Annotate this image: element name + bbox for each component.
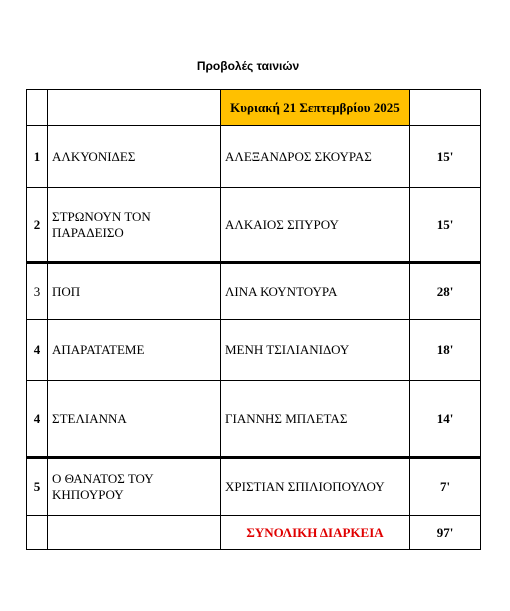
film-title: Ο ΘΑΝΑΤΟΣ ΤΟΥ ΚΗΠΟΥΡΟΥ: [48, 457, 221, 516]
total-empty-cell: [27, 516, 48, 550]
screenings-table: [26, 89, 481, 550]
row-number: 2: [27, 188, 48, 262]
film-duration: 14': [410, 381, 481, 457]
date-header: Κυριακή 21 Σεπτεμβρίου 2025: [221, 90, 410, 126]
header-cell-duration: [410, 90, 481, 126]
table-row: [27, 262, 481, 320]
film-title: ΑΠΑΡΑΤΑΤΕΜΕ: [48, 320, 221, 381]
film-duration: 15': [410, 188, 481, 262]
director-name: ΓΙΑΝΝΗΣ ΜΠΛΕΤΑΣ: [221, 381, 410, 457]
film-title: ΠΟΠ: [48, 262, 221, 320]
header-cell-film: [48, 90, 221, 126]
director-name: ΑΛΚΑΙΟΣ ΣΠΥΡΟΥ: [221, 188, 410, 262]
film-title: ΣΤΡΩΝΟΥΝ ΤΟΝ ΠΑΡΑΔΕΙΣΟ: [48, 188, 221, 262]
total-duration-value: 97': [410, 516, 481, 550]
table-row: [27, 457, 481, 516]
row-number: 4: [27, 381, 48, 457]
film-duration: 28': [410, 262, 481, 320]
total-duration-label: ΣΥΝΟΛΙΚΗ ΔΙΑΡΚΕΙΑ: [221, 516, 410, 550]
row-number: 1: [27, 126, 48, 188]
table-row: [27, 188, 481, 262]
film-duration: 15': [410, 126, 481, 188]
total-row: [27, 516, 481, 550]
film-title: ΑΛΚΥΟΝΙΔΕΣ: [48, 126, 221, 188]
director-name: ΛΙΝΑ ΚΟΥΝΤΟΥΡΑ: [221, 262, 410, 320]
film-duration: 18': [410, 320, 481, 381]
film-title: ΣΤΕΛΙΑΝΝΑ: [48, 381, 221, 457]
director-name: ΜΕΝΗ ΤΣΙΛΙΑΝΙΔΟΥ: [221, 320, 410, 381]
row-number: 4: [27, 320, 48, 381]
table-row: [27, 320, 481, 381]
table-header-row: [27, 90, 481, 126]
document-title: Προβολές ταινιών: [196, 59, 300, 73]
total-empty-cell: [48, 516, 221, 550]
row-number: 5: [27, 457, 48, 516]
film-duration: 7': [410, 457, 481, 516]
table-row: [27, 126, 481, 188]
header-cell-num: [27, 90, 48, 126]
director-name: ΧΡΙΣΤΙΑΝ ΣΠΙΛΙΟΠΟΥΛΟΥ: [221, 457, 410, 516]
row-number: 3: [27, 262, 48, 320]
director-name: ΑΛΕΞΑΝΔΡΟΣ ΣΚΟΥΡΑΣ: [221, 126, 410, 188]
table-row: [27, 381, 481, 457]
